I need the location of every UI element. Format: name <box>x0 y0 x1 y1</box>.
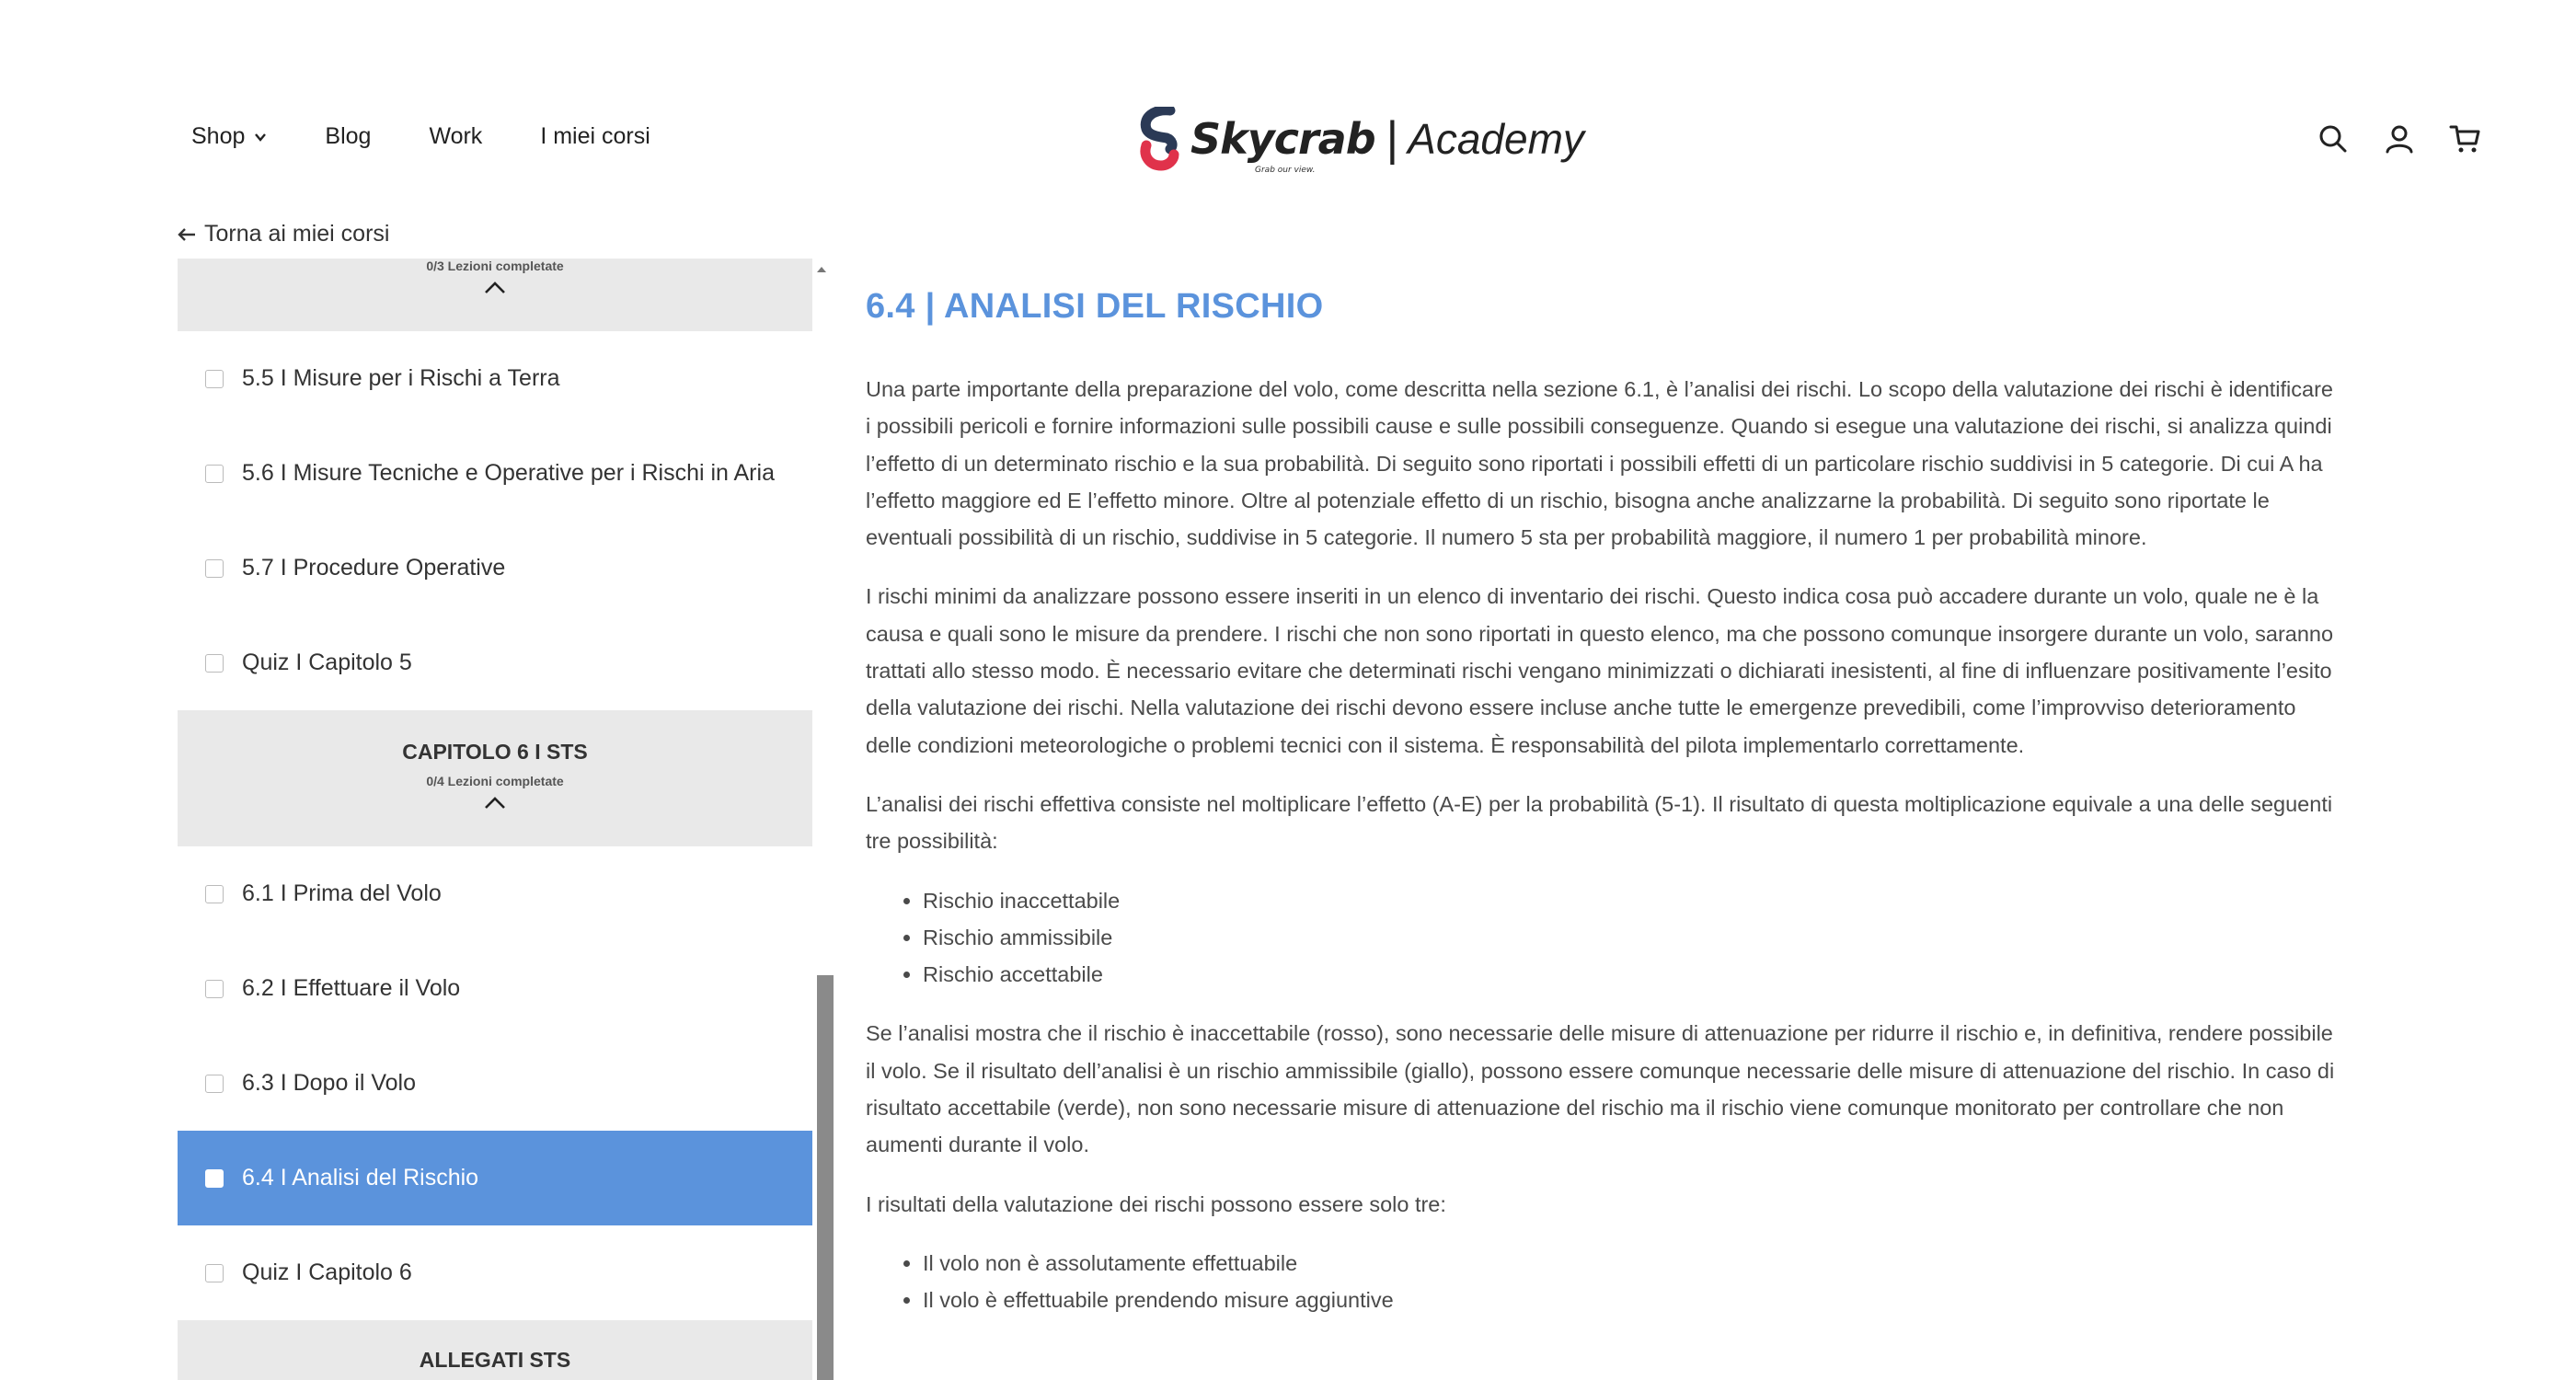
back-to-courses-link[interactable] <box>177 221 389 247</box>
content-paragraph: Se l’analisi mostra che il rischio è inaccettabile (rosso), sono necessarie delle misure di attenuazione per ridurre il rischio e, in definitiva, rendere possibile il volo. Se il risultato dell’analisi è un rischio ammissibile (giallo), possono essere comunque necessarie delle misure di attenuazione del rischio. In caso di risultato accettabile (verde), non sono necessarie misure di attenuazione del rischio ma il rischio viene comunque monitorato per controllare che non aumenti durante il volo. <box>866 1021 2335 1157</box>
lesson-sidebar <box>178 259 812 1380</box>
chapter-6-header[interactable] <box>178 710 812 846</box>
content-paragraph: Una parte importante della preparazione del volo, come descritta nella sezione 6.1, è l’analisi dei rischi. Lo scopo della valutazione dei rischi è identificare i possibili pericoli e fornire informazioni sulle possibili cause e sulle possibili conseguenze. Quando si esegue una valutazione dei rischi, si analizza quindi l’effetto di un determinato rischio e la sua probabilità. Di seguito sono riportati i possibili effetti di un particolare rischio suddivisi in 5 categorie. Di cui A ha l’effetto maggiore ed E l’effetto minore. Oltre al potenziale effetto di un rischio, bisogna anche analizzarne la probabilità. Di seguito sono riportate le eventuali possibilità di un rischio, suddivise in 5 categorie. Il numero 5 sta per probabilità maggiore, il numero 1 per probabilità minore. <box>866 377 2333 550</box>
logo-word-text: Skycrab <box>1190 114 1375 164</box>
nav-shop-label: Shop <box>191 123 246 149</box>
content-paragraph: I rischi minimi da analizzare possono essere inseriti in un elenco di inventario dei rischi. Questo indica cosa può accadere durante un volo, quale ne è la causa e quali sono le misure da prendere. I rischi che non sono riportati in questo elenco, ma che possono comunque insorgere durante un volo, saranno trattati allo stesso modo. È necessario evitare che determinati rischi vengano minimizzati o dichiarati inesistenti, al fine di influenzare positivamente l’esito della valutazione dei rischi. Nella valutazione dei rischi devono essere incluse anche tutte le emergenze prevedibili, come l’improvviso deterioramento delle condizioni meteorologiche o problemi tecnici con il sistema. È responsabilità del pilota implementarlo correttamente. <box>866 584 2334 757</box>
lesson-label: 5.5 I Misure per i Rischi a Terra <box>242 365 560 391</box>
lesson-checkbox[interactable] <box>205 1075 224 1093</box>
lesson-item[interactable] <box>178 846 812 941</box>
risk-outcomes-list <box>866 882 2338 994</box>
list-item: • Il volo è effettuabile prendendo misure aggiuntive <box>923 1282 2338 1318</box>
nav-blog-label: Blog <box>325 123 372 149</box>
logo-tagline: Grab our view. <box>1255 166 1316 175</box>
lesson-checkbox[interactable] <box>205 1264 224 1282</box>
lesson-checkbox[interactable] <box>205 980 224 998</box>
nav-my-courses[interactable] <box>540 123 650 150</box>
site-logo[interactable] <box>1133 107 1584 175</box>
list-item: • Il volo non è assolutamente effettuabile <box>923 1245 2338 1282</box>
chapter-progress: 0/4 Lezioni completate <box>426 774 564 788</box>
lesson-label: 6.4 I Analisi del Rischio <box>242 1165 479 1190</box>
logo-separator: | <box>1386 112 1399 166</box>
chapter-progress: 0/3 Lezioni completate <box>426 259 564 273</box>
content-paragraph: L’analisi dei rischi effettiva consiste nel moltiplicare l’effetto (A-E) per la probabilità (5-1). Il risultato di questa moltiplicazione equivale a una delle seguenti tre possibilità: <box>866 791 2333 854</box>
lesson-item[interactable] <box>178 1036 812 1131</box>
lesson-item[interactable] <box>178 521 812 615</box>
nav-blog[interactable] <box>325 123 371 150</box>
sidebar-scrollbar[interactable] <box>817 975 834 1380</box>
list-item: • Rischio ammissibile <box>923 919 2338 956</box>
chevron-up-icon[interactable] <box>484 796 506 811</box>
nav-work[interactable] <box>429 123 482 150</box>
site-header <box>0 0 2576 212</box>
list-item: • Rischio accettabile <box>923 956 2338 993</box>
lesson-content <box>866 287 2338 1319</box>
lesson-checkbox[interactable] <box>205 559 224 578</box>
lesson-label: Quiz I Capitolo 6 <box>242 1259 412 1285</box>
main-nav <box>191 123 650 150</box>
logo-academy: Academy <box>1408 115 1584 163</box>
lesson-item[interactable] <box>178 1225 812 1320</box>
logo-wordmark <box>1190 114 1375 175</box>
back-link-label: Torna ai miei corsi <box>204 221 390 247</box>
lesson-checkbox[interactable] <box>205 654 224 673</box>
lesson-label: 6.1 I Prima del Volo <box>242 880 442 906</box>
scroll-up-arrow-icon[interactable] <box>817 267 826 272</box>
skycrab-logo-mark <box>1133 107 1183 171</box>
chapter-5-header[interactable] <box>178 259 812 331</box>
nav-work-label: Work <box>429 123 483 149</box>
chapter-title: CAPITOLO 6 I STS <box>402 740 588 764</box>
lesson-item[interactable] <box>178 615 812 710</box>
nav-my-courses-label: I miei corsi <box>540 123 650 149</box>
chevron-up-icon[interactable] <box>484 281 506 295</box>
lesson-label: Quiz I Capitolo 5 <box>242 650 412 675</box>
list-item: • Rischio inaccettabile <box>923 882 2338 919</box>
lesson-heading: 6.4 | ANALISI DEL RISCHIO <box>866 287 1324 326</box>
content-paragraph: I risultati della valutazione dei rischi possono essere solo tre: <box>866 1191 1446 1216</box>
header-actions <box>2317 122 2482 155</box>
lesson-label: 6.3 I Dopo il Volo <box>242 1070 417 1096</box>
search-icon[interactable] <box>2317 122 2350 155</box>
lesson-item[interactable] <box>178 331 812 426</box>
lesson-item[interactable] <box>178 941 812 1036</box>
chapter-title: ALLEGATI STS <box>419 1348 571 1372</box>
arrow-left-icon <box>177 226 197 243</box>
assessment-results-list <box>866 1245 2338 1319</box>
chapter-attachments-header[interactable] <box>178 1320 812 1380</box>
lesson-label: 5.6 I Misure Tecniche e Operative per i Rischi in Aria <box>242 460 775 486</box>
cart-icon[interactable] <box>2449 122 2482 155</box>
lesson-checkbox[interactable] <box>205 465 224 483</box>
lesson-checkbox[interactable] <box>205 370 224 388</box>
nav-shop[interactable] <box>191 123 267 150</box>
chevron-down-icon <box>254 131 267 144</box>
lesson-label: 5.7 I Procedure Operative <box>242 555 506 581</box>
lesson-label: 6.2 I Effettuare il Volo <box>242 975 461 1001</box>
account-icon[interactable] <box>2383 122 2416 155</box>
lesson-checkbox[interactable] <box>205 1169 224 1188</box>
lesson-checkbox[interactable] <box>205 885 224 903</box>
lesson-item-active[interactable] <box>178 1131 812 1225</box>
lesson-item[interactable] <box>178 426 812 521</box>
